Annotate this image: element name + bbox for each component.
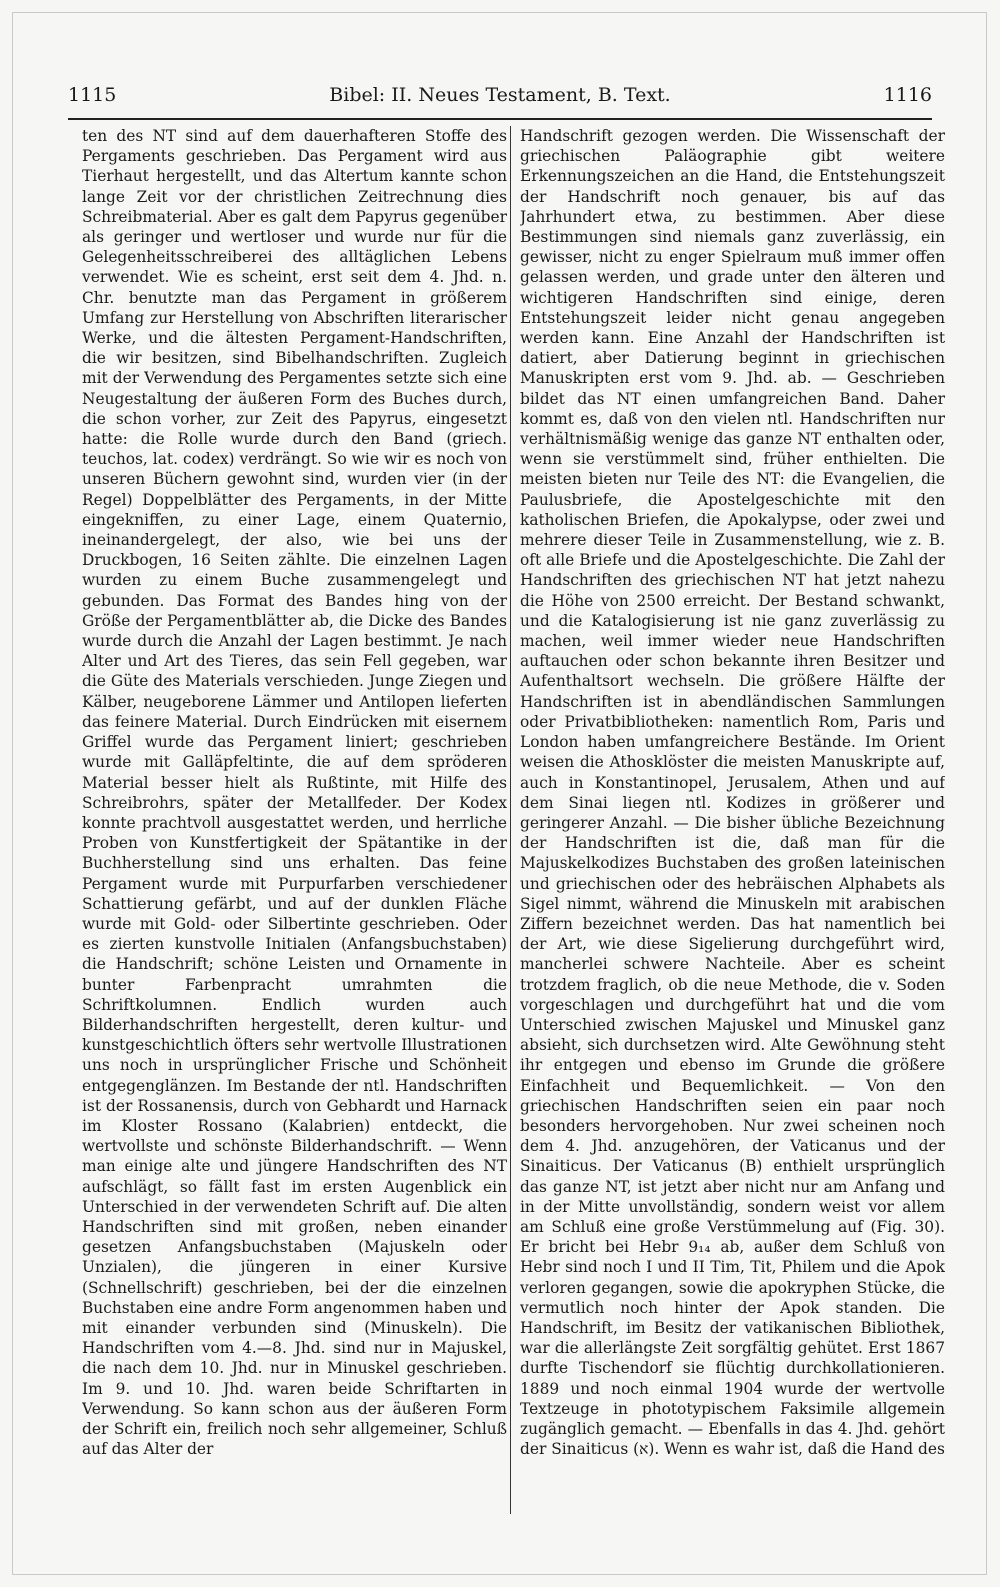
right-page-number: 1116: [883, 84, 932, 106]
left-page-number: 1115: [68, 84, 117, 106]
running-title: Bibel: II. Neues Testament, B. Text.: [329, 84, 671, 106]
right-column: [520, 126, 945, 1516]
right-column-text: Handschrift gezogen werden. Die Wissenschaft der griechischen Paläographie gibt weitere Erkennungszeichen an die Hand, die Entstehungszeit der Handschrift noch genauer, bis auf das Jahrhundert etwa, zu bestimmen. Aber diese Bestimmungen sind niemals ganz zuverlässig, ein gewisser, nicht zu enger Spielraum muß immer offen gelassen werden, und grade unter den älteren und wichtigeren Handschriften sind einige, deren Entstehungszeit leider nicht genau angegeben werden kann. Eine Anzahl der Handschriften ist datiert, aber Datierung beginnt in griechischen Manuskripten erst vom 9. Jhd. ab. — Geschrieben bildet das NT einen umfangreichen Band. Daher kommt es, daß von den vielen ntl. Handschriften nur verhältnismäßig wenige das ganze NT enthalten oder, wenn sie verstümmelt sind, früher enthielten. Die meisten bieten nur Teile des NT: die Evangelien, die Paulusbriefe, die Apostelgeschichte mit den katholischen Briefen, die Apokalypse, oder zwei und mehrere dieser Teile in Zusammenstellung, wie z. B. oft alle Briefe und die Apostelgeschichte. Die Zahl der Handschriften des griechischen NT hat jetzt nahezu die Höhe von 2500 erreicht. Der Bestand schwankt, und die Katalogisierung ist nie ganz zuverlässig zu machen, weil immer wieder neue Handschriften auftauchen oder schon bekannte ihren Besitzer und Aufenthaltsort wechseln. Die größere Hälfte der Handschriften ist in abendländischen Sammlungen oder Privatbibliotheken: namentlich Rom, Paris und London haben umfangreichere Bestände. Im Orient weisen die Athosklöster die meisten Manuskripte auf, auch in Konstantinopel, Jerusalem, Athen und auf dem Sinai liegen ntl. Kodizes in größerer und geringerer Anzahl. — Die bisher übliche Bezeichnung der Handschriften ist die, daß man für die Majuskelkodizes Buchstaben des großen lateinischen und griechischen oder des hebräischen Alphabets als Sigel nimmt, während die Minuskeln mit arabischen Ziffern bezeichnet werden. Das hat namentlich bei der Art, wie diese Sigelierung durchgeführt wird, mancherlei schwere Nachteile. Aber es scheint trotzdem fraglich, ob die neue Methode, die v. Soden vorgeschlagen und durchgeführt hat und die vom Unterschied zwischen Majuskel und Minuskel ganz absieht, sich durchsetzen wird. Alte Gewöhnung steht ihr entgegen und ebenso im Grunde die größere Einfachheit und Bequemlichkeit. — Von den griechischen Handschriften seien ein paar noch besonders hervorgehoben. Nur zwei scheinen noch dem 4. Jhd. anzugehören, der Vaticanus und der Sinaiticus. Der Vaticanus (B) enthielt ursprünglich das ganze NT, ist jetzt aber nicht nur am Anfang und in der Mitte unvollständig, sondern weist vor allem am Schluß eine große Verstümmelung auf (Fig. 30). Er bricht bei Hebr 9₁₄ ab, außer dem Schluß von Hebr sind noch I und II Tim, Tit, Philem und die Apok verloren gegangen, sowie die apokryphen Stücke, die vermutlich noch hinter der Apok standen. Die Handschrift, im Besitz der vatikanischen Bibliothek, war die allerlängste Zeit sorgfältig gehütet. Erst 1867 durfte Tischendorf sie flüchtig durchkollationieren. 1889 und noch einmal 1904 wurde der wertvolle Textzeuge in phototypischem Faksimile allgemein zugänglich gemacht. — Ebenfalls in das 4. Jhd. gehört der Sinaiticus (א). Wenn es wahr ist, daß die Hand des: [520, 127, 945, 1459]
left-column: [82, 126, 507, 1516]
left-column-text: ten des NT sind auf dem dauerhafteren Stoffe des Pergaments geschrieben. Das Pergament wird aus Tierhaut hergestellt, und das Altertum kannte schon lange Zeit vor der christlichen Zeitrechnung dies Schreibmaterial. Aber es galt dem Papyrus gegenüber als geringer und wertloser und wurde nur für die Gelegenheitsschreiberei des alltäglichen Lebens verwendet. Wie es scheint, erst seit dem 4. Jhd. n. Chr. benutzte man das Pergament in größerem Umfang zur Herstellung von Abschriften literarischer Werke, und die ältesten Pergament-Handschriften, die wir besitzen, sind Bibelhandschriften. Zugleich mit der Verwendung des Pergamentes setzte sich eine Neugestaltung der äußeren Form des Buches durch, die schon vorher, zur Zeit des Papyrus, eingesetzt hatte: die Rolle wurde durch den Band (griech. teuchos, lat. codex) verdrängt. So wie wir es noch von unseren Büchern gewohnt sind, wurden vier (in der Regel) Doppelblätter des Pergaments, in der Mitte eingekniffen, zu einer Lage, einem Quaternio, ineinandergelegt, der also, wie bei uns der Druckbogen, 16 Seiten zählte. Die einzelnen Lagen wurden zu einem Buche zusammengelegt und gebunden. Das Format des Bandes hing von der Größe der Pergamentblätter ab, die Dicke des Bandes wurde durch die Anzahl der Lagen bestimmt. Je nach Alter und Art des Tieres, das sein Fell gegeben, war die Güte des Materials verschieden. Junge Ziegen und Kälber, neugeborene Lämmer und Antilopen lieferten das feinere Material. Durch Eindrücken mit eisernem Griffel wurde das Pergament liniert; geschrieben wurde mit Galläpfeltinte, die auf dem spröderen Material besser hielt als Rußtinte, mit Hilfe des Schreibrohrs, später der Metallfeder. Der Kodex konnte prachtvoll ausgestattet werden, und herrliche Proben von Kunstfertigkeit der Spätantike in der Buchherstellung sind uns erhalten. Das feine Pergament wurde mit Purpurfarben verschiedener Schattierung gefärbt, und auf der dunklen Fläche wurde mit Gold- oder Silbertinte geschrieben. Oder es zierten kunstvolle Initialen (Anfangsbuchstaben) die Handschrift; schöne Leisten und Ornamente in bunter Farbenpracht umrahmten die Schriftkolumnen. Endlich wurden auch Bilderhandschriften hergestellt, deren kultur- und kunstgeschichtlich öfters sehr wertvolle Illustrationen uns noch in ursprünglicher Frische und Schönheit entgegenglänzen. Im Bestande der ntl. Handschriften ist der Rossanensis, durch von Gebhardt und Harnack im Kloster Rossano (Kalabrien) entdeckt, die wertvollste und schönste Bilderhandschrift. — Wenn man einige alte und jüngere Handschriften des NT aufschlägt, so fällt fast im ersten Augenblick ein Unterschied in der verwendeten Schrift auf. Die alten Handschriften sind mit großen, neben einander gesetzen Anfangsbuchstaben (Majuskeln oder Unzialen), die jüngeren in einer Kursive (Schnellschrift) geschrieben, bei der die einzelnen Buchstaben eine andre Form angenommen haben und mit einander verbunden sind (Minuskeln). Die Handschriften vom 4.—8. Jhd. sind nur in Majuskel, die nach dem 10. Jhd. nur in Minuskel geschrieben. Im 9. und 10. Jhd. waren beide Schriftarten in Verwendung. So kann schon aus der äußeren Form der Schrift ein, freilich noch sehr allgemeiner, Schluß auf das Alter der: [82, 127, 507, 1459]
header-rule: [68, 118, 932, 120]
column-divider: [510, 126, 511, 1514]
running-header: [68, 84, 932, 114]
